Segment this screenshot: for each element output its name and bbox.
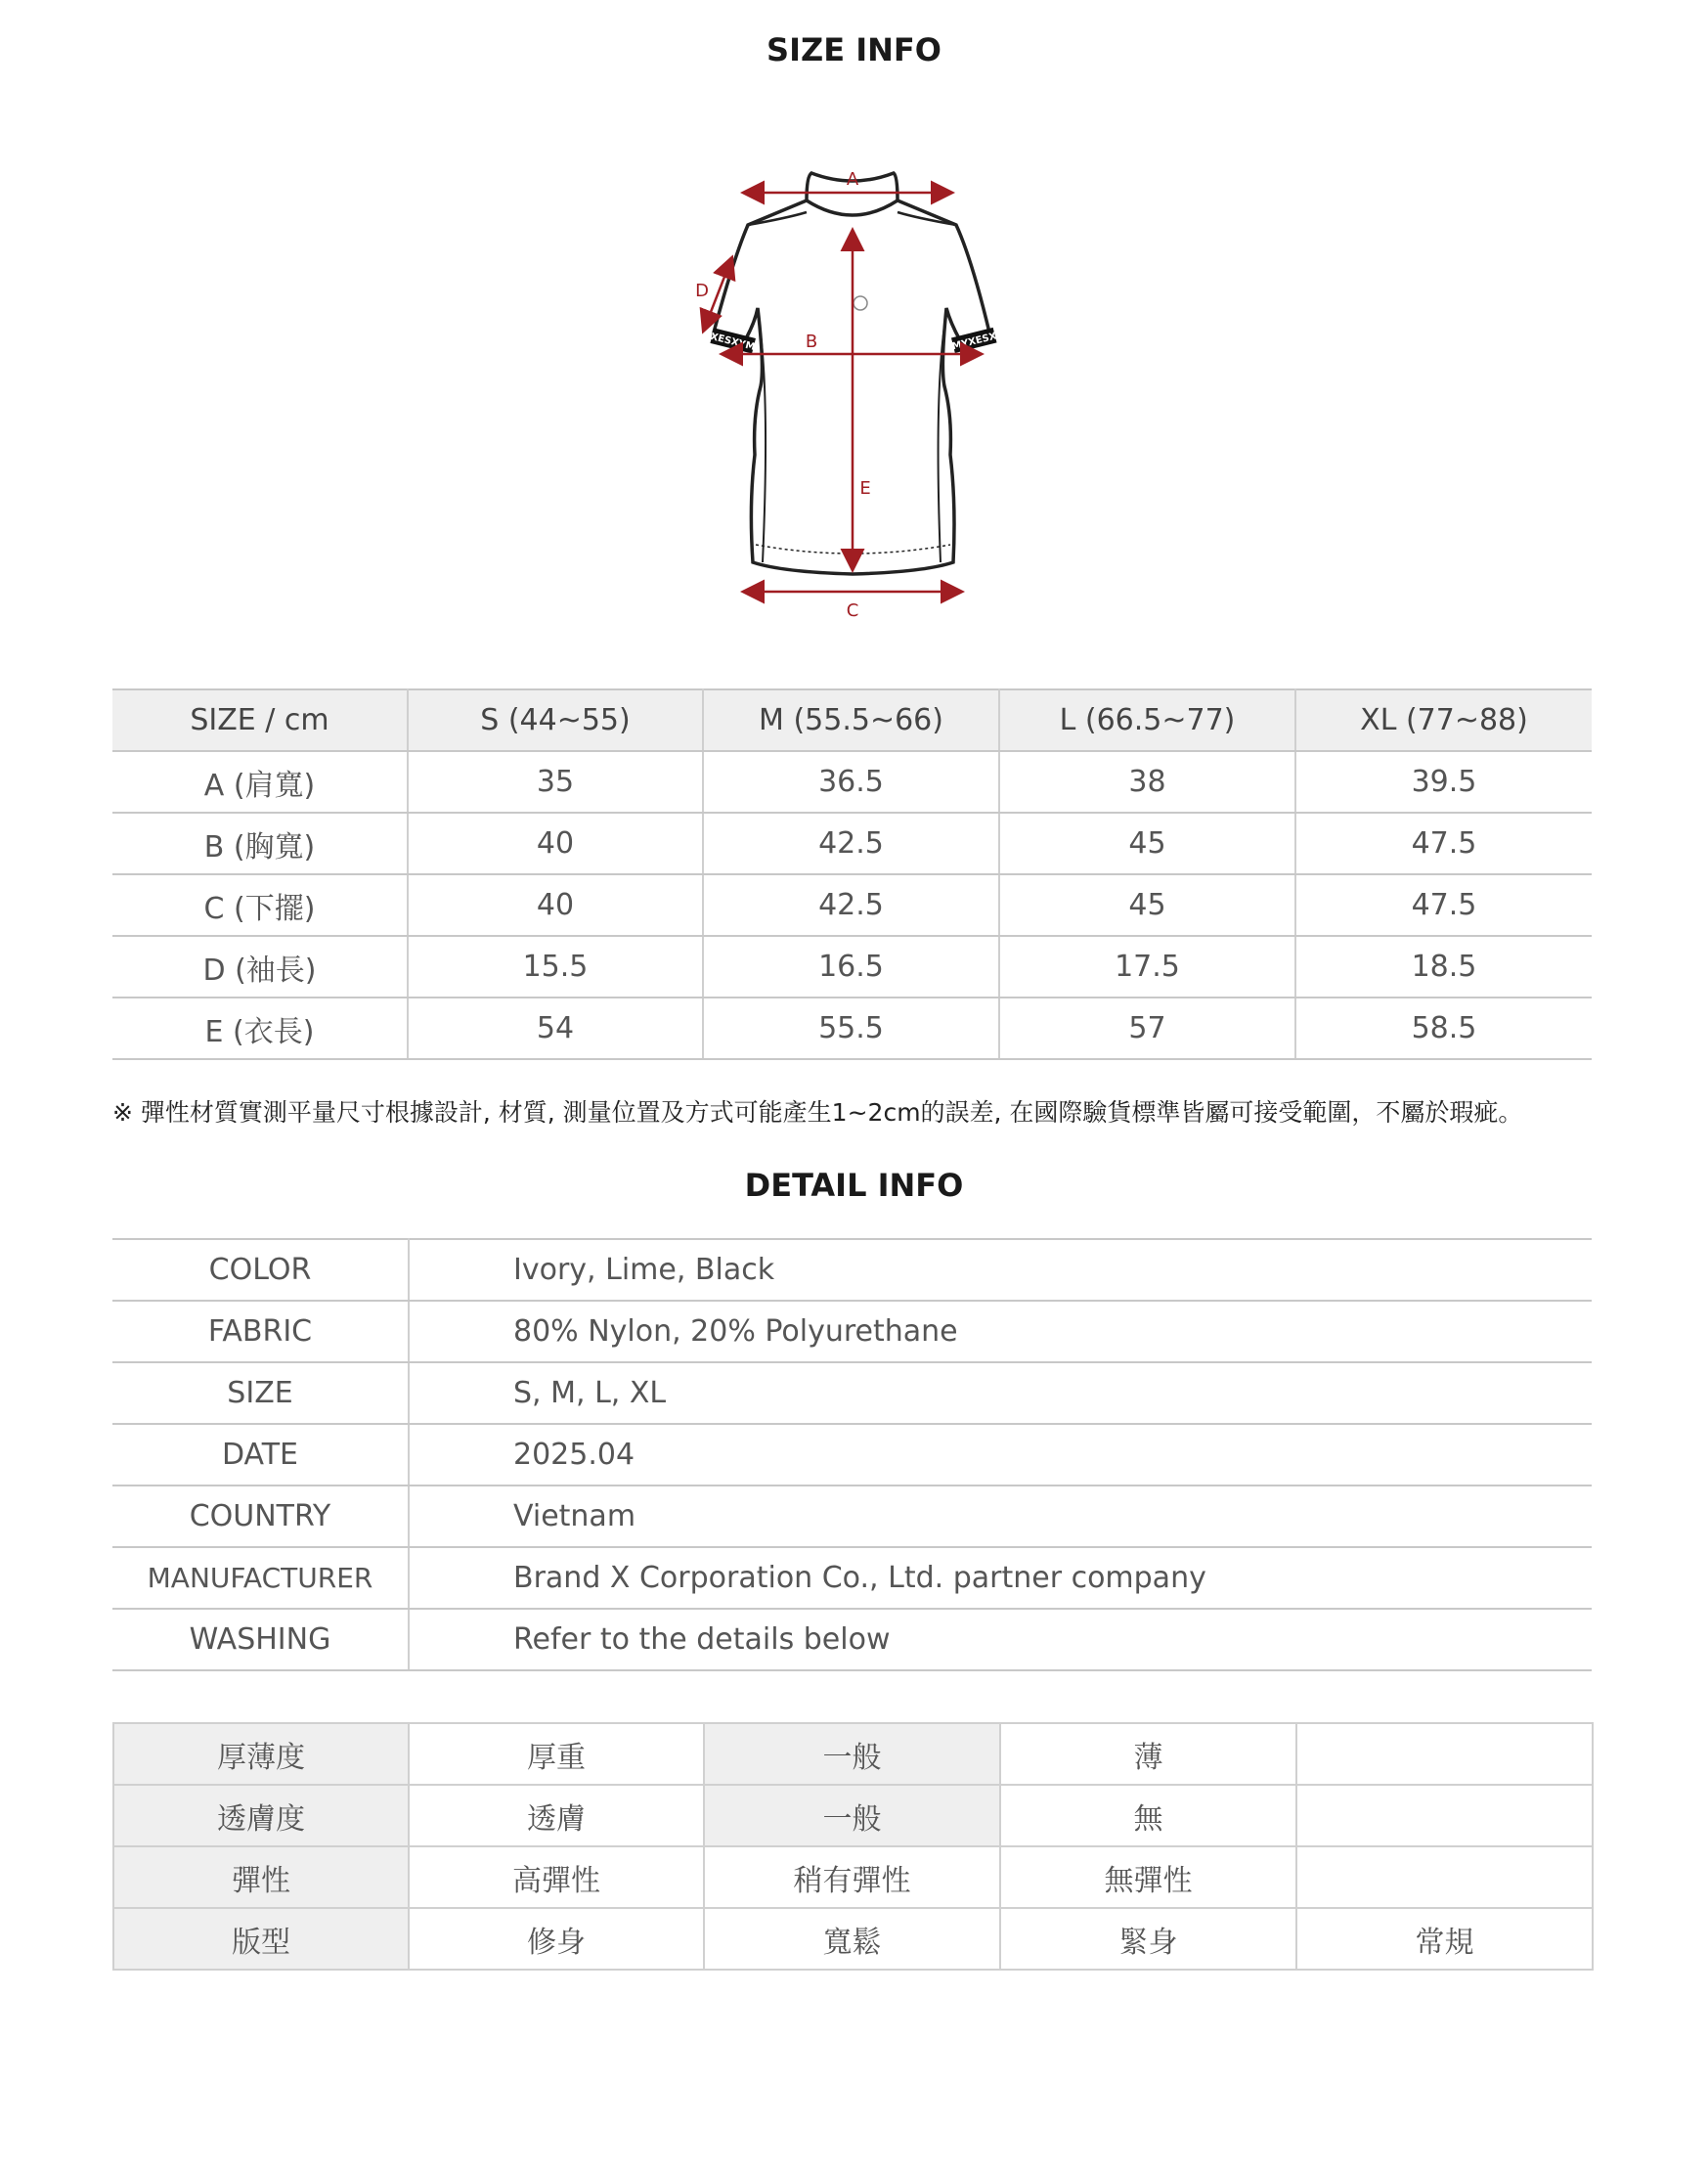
detail-value: Refer to the details below	[409, 1609, 1592, 1670]
detail-value: Vietnam	[409, 1486, 1592, 1547]
property-option: 寬鬆	[704, 1908, 1000, 1970]
property-option: 厚重	[409, 1723, 704, 1785]
property-row	[113, 1846, 1593, 1908]
size-table-header	[112, 689, 1592, 751]
detail-label: COLOR	[112, 1239, 409, 1301]
table-cell: 40	[408, 813, 703, 874]
table-cell: 57	[999, 998, 1295, 1059]
measure-c-label: C	[846, 600, 859, 621]
table-row	[112, 874, 1592, 936]
cuff-text-left: XESXYM	[709, 331, 757, 353]
table-cell: 17.5	[999, 936, 1295, 998]
detail-label: DATE	[112, 1424, 409, 1486]
header-cell: XL (77~88)	[1295, 689, 1592, 751]
measure-b-label: B	[805, 332, 818, 352]
detail-row-date	[112, 1424, 1592, 1486]
property-label: 透膚度	[113, 1785, 409, 1846]
header-cell: S (44~55)	[408, 689, 703, 751]
table-cell: 35	[408, 751, 703, 813]
row-label: A (肩寬)	[112, 751, 408, 813]
table-row	[112, 813, 1592, 874]
table-row	[112, 998, 1592, 1059]
detail-label: MANUFACTURER	[112, 1547, 409, 1609]
detail-label: SIZE	[112, 1362, 409, 1424]
measurement-note: ※ 彈性材質實測平量尺寸根據設計, 材質, 測量位置及方式可能產生1~2cm的誤差, 在國際驗貨標準皆屬可接受範圍，不屬於瑕疵。	[112, 1098, 1523, 1127]
header-cell: M (55.5~66)	[703, 689, 999, 751]
detail-row-country	[112, 1486, 1592, 1547]
property-option: 緊身	[1000, 1908, 1296, 1970]
table-cell: 40	[408, 874, 703, 936]
table-cell: 54	[408, 998, 703, 1059]
row-label: C (下擺)	[112, 874, 408, 936]
detail-value: S, M, L, XL	[409, 1362, 1592, 1424]
table-cell: 38	[999, 751, 1295, 813]
detail-value: Brand X Corporation Co., Ltd. partner company	[409, 1547, 1592, 1609]
detail-label: FABRIC	[112, 1301, 409, 1362]
table-cell: 47.5	[1295, 813, 1592, 874]
table-cell: 15.5	[408, 936, 703, 998]
property-row	[113, 1908, 1593, 1970]
header-cell: L (66.5~77)	[999, 689, 1295, 751]
property-option: 無彈性	[1000, 1846, 1296, 1908]
property-label: 版型	[113, 1908, 409, 1970]
detail-label: WASHING	[112, 1609, 409, 1670]
property-option: 高彈性	[409, 1846, 704, 1908]
property-label: 彈性	[113, 1846, 409, 1908]
table-cell: 58.5	[1295, 998, 1592, 1059]
detail-label: COUNTRY	[112, 1486, 409, 1547]
table-cell: 42.5	[703, 874, 999, 936]
row-label: E (衣長)	[112, 998, 408, 1059]
property-option: 常規	[1296, 1908, 1593, 1970]
property-option: 薄	[1000, 1723, 1296, 1785]
table-cell: 39.5	[1295, 751, 1592, 813]
detail-row-manufacturer	[112, 1547, 1592, 1609]
property-row	[113, 1785, 1593, 1846]
row-label: D (袖長)	[112, 936, 408, 998]
table-cell: 16.5	[703, 936, 999, 998]
property-option	[1296, 1723, 1593, 1785]
property-option	[1296, 1846, 1593, 1908]
size-info-title: SIZE INFO	[766, 31, 942, 68]
detail-row-color	[112, 1239, 1592, 1301]
measure-e-label: E	[859, 478, 871, 499]
measure-d-label: D	[695, 281, 709, 301]
detail-row-size	[112, 1362, 1592, 1424]
measure-a-label: A	[846, 169, 859, 190]
property-label: 厚薄度	[113, 1723, 409, 1785]
table-row	[112, 936, 1592, 998]
table-row	[112, 751, 1592, 813]
property-option: 一般	[704, 1723, 1000, 1785]
row-label: B (胸寬)	[112, 813, 408, 874]
detail-info-title: DETAIL INFO	[744, 1167, 964, 1204]
property-option: 一般	[704, 1785, 1000, 1846]
property-option	[1296, 1785, 1593, 1846]
property-option: 修身	[409, 1908, 704, 1970]
table-cell: 47.5	[1295, 874, 1592, 936]
table-cell: 55.5	[703, 998, 999, 1059]
table-cell: 42.5	[703, 813, 999, 874]
detail-table	[112, 1238, 1592, 1671]
property-option: 透膚	[409, 1785, 704, 1846]
table-cell: 45	[999, 874, 1295, 936]
detail-value: 80% Nylon, 20% Polyurethane	[409, 1301, 1592, 1362]
cuff-text-right: MYXESX	[950, 331, 998, 353]
property-option: 稍有彈性	[704, 1846, 1000, 1908]
detail-value: 2025.04	[409, 1424, 1592, 1486]
size-table	[112, 688, 1592, 1060]
detail-row-fabric	[112, 1301, 1592, 1362]
detail-row-washing	[112, 1609, 1592, 1670]
table-cell: 36.5	[703, 751, 999, 813]
header-cell: SIZE / cm	[112, 689, 408, 751]
table-cell: 18.5	[1295, 936, 1592, 998]
fabric-properties-table	[112, 1722, 1594, 1971]
garment-measurement-diagram	[684, 161, 1017, 621]
property-option: 無	[1000, 1785, 1296, 1846]
table-cell: 45	[999, 813, 1295, 874]
property-row	[113, 1723, 1593, 1785]
detail-value: Ivory, Lime, Black	[409, 1239, 1592, 1301]
